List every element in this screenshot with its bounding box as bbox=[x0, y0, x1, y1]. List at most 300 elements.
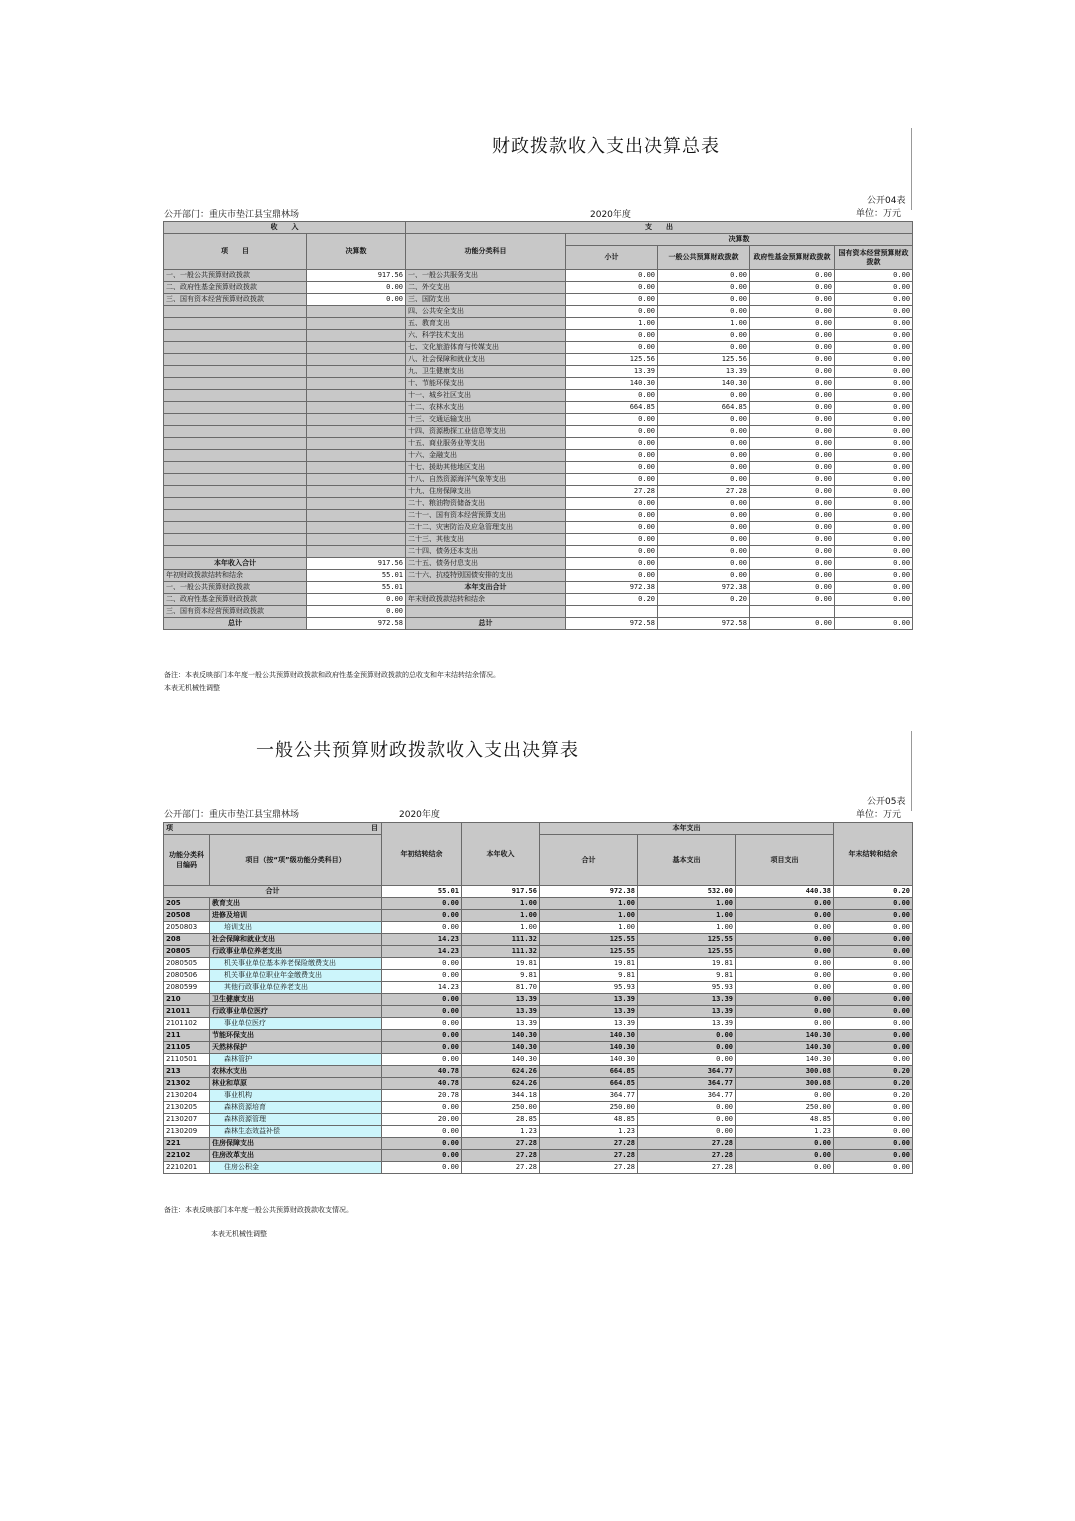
income-amount bbox=[307, 450, 406, 462]
table-row bbox=[164, 934, 913, 946]
gen-budget-value: 0.00 bbox=[658, 522, 750, 534]
gen-budget-value: 0.00 bbox=[658, 414, 750, 426]
end-balance-value: 0.20 bbox=[834, 886, 913, 898]
basic-value: 1.00 bbox=[638, 910, 736, 922]
table-row bbox=[164, 354, 913, 366]
table-row bbox=[164, 982, 913, 994]
end-balance-value: 0.20 bbox=[834, 1066, 913, 1078]
page-edge-line bbox=[911, 731, 912, 811]
gov-fund-value: 0.00 bbox=[750, 330, 835, 342]
function-name: 农林水支出 bbox=[210, 1066, 382, 1078]
project-value: 140.30 bbox=[736, 1042, 834, 1054]
function-name: 社会保障和就业支出 bbox=[210, 934, 382, 946]
project-value: 250.00 bbox=[736, 1102, 834, 1114]
year-income-value: 624.26 bbox=[462, 1078, 540, 1090]
begin-balance-value: 0.00 bbox=[382, 1042, 462, 1054]
name-header: 项目（按“项”级功能分类科目） bbox=[210, 835, 382, 886]
year-income-value: 111.32 bbox=[462, 934, 540, 946]
total-value: 664.85 bbox=[540, 1066, 638, 1078]
table-row bbox=[164, 450, 913, 462]
state-capital-value: 0.00 bbox=[835, 498, 913, 510]
table-row bbox=[164, 378, 913, 390]
gov-fund-value: 0.00 bbox=[750, 390, 835, 402]
income-item bbox=[164, 474, 307, 486]
basic-value: 0.00 bbox=[638, 1030, 736, 1042]
expense-item: 总计 bbox=[406, 618, 566, 630]
subtotal-value: 140.30 bbox=[566, 378, 658, 390]
gen-budget-value: 0.00 bbox=[658, 498, 750, 510]
table-row bbox=[164, 558, 913, 570]
end-balance-value: 0.00 bbox=[834, 910, 913, 922]
gen-budget-value: 0.00 bbox=[658, 426, 750, 438]
total-label: 合计 bbox=[164, 886, 382, 898]
income-amount bbox=[307, 390, 406, 402]
state-capital-value: 0.00 bbox=[835, 522, 913, 534]
gov-fund-value: 0.00 bbox=[750, 594, 835, 606]
function-name: 行政事业单位养老支出 bbox=[210, 946, 382, 958]
basic-value: 1.00 bbox=[638, 898, 736, 910]
function-name: 住房改革支出 bbox=[210, 1150, 382, 1162]
function-code: 2050803 bbox=[164, 922, 210, 934]
end-balance-value: 0.00 bbox=[834, 970, 913, 982]
function-code: 208 bbox=[164, 934, 210, 946]
begin-balance-value: 0.00 bbox=[382, 1018, 462, 1030]
end-balance-value: 0.00 bbox=[834, 1042, 913, 1054]
table-row bbox=[164, 282, 913, 294]
income-amount: 55.01 bbox=[307, 570, 406, 582]
year-expense-header: 本年支出 bbox=[540, 823, 834, 835]
table-row bbox=[164, 390, 913, 402]
subtotal-value: 0.00 bbox=[566, 426, 658, 438]
expense-item: 十九、住房保障支出 bbox=[406, 486, 566, 498]
expense-item: 十六、金融支出 bbox=[406, 450, 566, 462]
income-item: 二、政府性基金预算财政拨款 bbox=[164, 594, 307, 606]
table2-year: 2020年度 bbox=[399, 810, 440, 820]
end-balance-value: 0.00 bbox=[834, 982, 913, 994]
subtotal-value: 13.39 bbox=[566, 366, 658, 378]
gen-budget-value: 0.00 bbox=[658, 534, 750, 546]
gen-budget-value: 0.00 bbox=[658, 282, 750, 294]
table-row bbox=[164, 1150, 913, 1162]
project-value: 0.00 bbox=[736, 1006, 834, 1018]
basic-value: 27.28 bbox=[638, 1150, 736, 1162]
basic-value: 9.81 bbox=[638, 970, 736, 982]
income-amount bbox=[307, 546, 406, 558]
project-value: 140.30 bbox=[736, 1030, 834, 1042]
xiang-mu-header bbox=[164, 823, 382, 835]
state-capital-value: 0.00 bbox=[835, 618, 913, 630]
state-capital-value: 0.00 bbox=[835, 378, 913, 390]
total-value: 140.30 bbox=[540, 1042, 638, 1054]
end-balance-value: 0.00 bbox=[834, 946, 913, 958]
state-capital-value: 0.00 bbox=[835, 486, 913, 498]
income-amount bbox=[307, 462, 406, 474]
begin-balance-value: 20.78 bbox=[382, 1090, 462, 1102]
income-amount bbox=[307, 510, 406, 522]
table-row bbox=[164, 546, 913, 558]
table-row bbox=[164, 498, 913, 510]
gov-fund-value: 0.00 bbox=[750, 510, 835, 522]
basic-value: 364.77 bbox=[638, 1066, 736, 1078]
gov-fund-value: 0.00 bbox=[750, 282, 835, 294]
begin-balance-value: 14.23 bbox=[382, 934, 462, 946]
expense-item: 十二、农林水支出 bbox=[406, 402, 566, 414]
function-code: 2080506 bbox=[164, 970, 210, 982]
function-name: 培训支出 bbox=[210, 922, 382, 934]
basic-value: 27.28 bbox=[638, 1162, 736, 1174]
total-value: 27.28 bbox=[540, 1162, 638, 1174]
expense-item: 八、社会保障和就业支出 bbox=[406, 354, 566, 366]
gov-fund-value: 0.00 bbox=[750, 378, 835, 390]
subtotal-value: 0.00 bbox=[566, 282, 658, 294]
year-income-value: 28.85 bbox=[462, 1114, 540, 1126]
function-code: 2101102 bbox=[164, 1018, 210, 1030]
subtotal-value: 0.00 bbox=[566, 438, 658, 450]
total-value: 27.28 bbox=[540, 1150, 638, 1162]
income-item bbox=[164, 342, 307, 354]
gen-budget-value: 0.00 bbox=[658, 570, 750, 582]
income-item bbox=[164, 414, 307, 426]
table-row bbox=[164, 486, 913, 498]
gov-fund-value: 0.00 bbox=[750, 546, 835, 558]
income-item bbox=[164, 318, 307, 330]
function-code: 21011 bbox=[164, 1006, 210, 1018]
subtotal-value: 0.00 bbox=[566, 390, 658, 402]
year-income-value: 13.39 bbox=[462, 994, 540, 1006]
project-value: 0.00 bbox=[736, 910, 834, 922]
subtotal-value: 0.00 bbox=[566, 330, 658, 342]
income-item: 年初财政拨款结转和结余 bbox=[164, 570, 307, 582]
state-capital-value: 0.00 bbox=[835, 426, 913, 438]
gen-budget-value: 972.38 bbox=[658, 582, 750, 594]
total-value: 972.38 bbox=[540, 886, 638, 898]
total-value: 364.77 bbox=[540, 1090, 638, 1102]
subtotal-value: 0.20 bbox=[566, 594, 658, 606]
begin-balance-value: 0.00 bbox=[382, 958, 462, 970]
income-amount: 917.56 bbox=[307, 270, 406, 282]
subtotal-value: 1.00 bbox=[566, 318, 658, 330]
state-capital-value: 0.00 bbox=[835, 450, 913, 462]
function-code: 2130205 bbox=[164, 1102, 210, 1114]
basic-value: 125.55 bbox=[638, 934, 736, 946]
income-amount bbox=[307, 426, 406, 438]
begin-balance-value: 0.00 bbox=[382, 1126, 462, 1138]
gov-fund-value: 0.00 bbox=[750, 306, 835, 318]
income-amount bbox=[307, 366, 406, 378]
table1-dept: 公开部门：重庆市垫江县宝鼎林场 bbox=[164, 210, 300, 220]
year-income-value: 344.18 bbox=[462, 1090, 540, 1102]
year-income-value: 9.81 bbox=[462, 970, 540, 982]
begin-balance-value: 0.00 bbox=[382, 1150, 462, 1162]
table-row bbox=[164, 606, 913, 618]
function-name: 节能环保支出 bbox=[210, 1030, 382, 1042]
income-item bbox=[164, 390, 307, 402]
code-header: 功能分类科目编码 bbox=[164, 835, 210, 886]
income-amount: 0.00 bbox=[307, 282, 406, 294]
subtotal-value: 0.00 bbox=[566, 294, 658, 306]
function-code: 2080505 bbox=[164, 958, 210, 970]
state-capital-value: 0.00 bbox=[835, 534, 913, 546]
gov-fund-value: 0.00 bbox=[750, 522, 835, 534]
gen-budget-value: 0.00 bbox=[658, 450, 750, 462]
gov-fund-value: 0.00 bbox=[750, 570, 835, 582]
project-value: 0.00 bbox=[736, 970, 834, 982]
function-code: 20805 bbox=[164, 946, 210, 958]
table-row bbox=[164, 1162, 913, 1174]
table-row bbox=[164, 1030, 913, 1042]
income-amount: 0.00 bbox=[307, 606, 406, 618]
income-amount bbox=[307, 486, 406, 498]
year-income-value: 1.00 bbox=[462, 922, 540, 934]
year-income-value: 19.81 bbox=[462, 958, 540, 970]
state-capital-value: 0.00 bbox=[835, 582, 913, 594]
total-value: 1.00 bbox=[540, 922, 638, 934]
table-row bbox=[164, 522, 913, 534]
function-code: 2130204 bbox=[164, 1090, 210, 1102]
expense-item: 五、教育支出 bbox=[406, 318, 566, 330]
year-income-value: 917.56 bbox=[462, 886, 540, 898]
income-item: 本年收入合计 bbox=[164, 558, 307, 570]
table1-title: 财政拨款收入支出决算总表 bbox=[492, 136, 720, 157]
end-balance-value: 0.20 bbox=[834, 1078, 913, 1090]
income-amount bbox=[307, 378, 406, 390]
begin-balance-value: 0.00 bbox=[382, 994, 462, 1006]
end-balance-value: 0.00 bbox=[834, 1138, 913, 1150]
state-capital-value: 0.00 bbox=[835, 546, 913, 558]
gov-fund-value: 0.00 bbox=[750, 354, 835, 366]
table-row bbox=[164, 474, 913, 486]
expense-item: 一、一般公共服务支出 bbox=[406, 270, 566, 282]
gov-fund-header: 政府性基金预算财政拨款 bbox=[750, 246, 835, 270]
project-value: 0.00 bbox=[736, 922, 834, 934]
gov-fund-value: 0.00 bbox=[750, 498, 835, 510]
expense-item: 十一、城乡社区支出 bbox=[406, 390, 566, 402]
expense-item: 十四、资源勘探工业信息等支出 bbox=[406, 426, 566, 438]
total-value: 1.00 bbox=[540, 910, 638, 922]
income-item bbox=[164, 486, 307, 498]
expense-item: 二十一、国有资本经营预算支出 bbox=[406, 510, 566, 522]
gen-budget-value: 125.56 bbox=[658, 354, 750, 366]
project-value: 0.00 bbox=[736, 1138, 834, 1150]
basic-value: 27.28 bbox=[638, 1138, 736, 1150]
function-name: 进修及培训 bbox=[210, 910, 382, 922]
table-row bbox=[164, 1126, 913, 1138]
state-capital-value: 0.00 bbox=[835, 354, 913, 366]
income-item bbox=[164, 450, 307, 462]
expense-item: 二十二、灾害防治及应急管理支出 bbox=[406, 522, 566, 534]
expense-item: 十八、自然资源海洋气象等支出 bbox=[406, 474, 566, 486]
year-income-value: 140.30 bbox=[462, 1042, 540, 1054]
table-row bbox=[164, 1114, 913, 1126]
expense-item: 二十三、其他支出 bbox=[406, 534, 566, 546]
basic-value: 364.77 bbox=[638, 1078, 736, 1090]
function-name: 教育支出 bbox=[210, 898, 382, 910]
begin-balance-value: 55.01 bbox=[382, 886, 462, 898]
expense-item: 二十四、债务还本支出 bbox=[406, 546, 566, 558]
subtotal-value: 0.00 bbox=[566, 342, 658, 354]
table-row bbox=[164, 402, 913, 414]
gov-fund-value bbox=[750, 606, 835, 618]
gov-fund-value: 0.00 bbox=[750, 450, 835, 462]
income-item bbox=[164, 378, 307, 390]
year-income-value: 13.39 bbox=[462, 1006, 540, 1018]
basic-value: 0.00 bbox=[638, 1114, 736, 1126]
end-balance-value: 0.00 bbox=[834, 958, 913, 970]
state-capital-value: 0.00 bbox=[835, 294, 913, 306]
end-balance-value: 0.00 bbox=[834, 934, 913, 946]
table2-unit: 单位：万元 bbox=[856, 810, 902, 820]
function-name: 林业和草原 bbox=[210, 1078, 382, 1090]
expense-item: 六、科学技术支出 bbox=[406, 330, 566, 342]
total-value: 13.39 bbox=[540, 1018, 638, 1030]
expense-item: 二十六、抗疫特别国债安排的支出 bbox=[406, 570, 566, 582]
gen-budget-value: 0.00 bbox=[658, 438, 750, 450]
table-row bbox=[164, 618, 913, 630]
state-capital-value: 0.00 bbox=[835, 474, 913, 486]
subtotal-value: 0.00 bbox=[566, 534, 658, 546]
income-item bbox=[164, 426, 307, 438]
project-value: 0.00 bbox=[736, 898, 834, 910]
table-row bbox=[164, 342, 913, 354]
table-row bbox=[164, 594, 913, 606]
gen-budget-value: 0.00 bbox=[658, 558, 750, 570]
subtotal-value: 125.56 bbox=[566, 354, 658, 366]
project-value: 0.00 bbox=[736, 934, 834, 946]
total-value: 140.30 bbox=[540, 1054, 638, 1066]
year-income-header: 本年收入 bbox=[462, 823, 540, 886]
year-income-value: 27.28 bbox=[462, 1150, 540, 1162]
function-code: 213 bbox=[164, 1066, 210, 1078]
end-balance-value: 0.00 bbox=[834, 1114, 913, 1126]
income-item bbox=[164, 498, 307, 510]
income-item: 二、政府性基金预算财政拨款 bbox=[164, 282, 307, 294]
year-income-value: 250.00 bbox=[462, 1102, 540, 1114]
function-code: 21105 bbox=[164, 1042, 210, 1054]
function-code: 2080599 bbox=[164, 982, 210, 994]
table-row bbox=[164, 270, 913, 282]
subtotal-value: 0.00 bbox=[566, 306, 658, 318]
income-amount bbox=[307, 414, 406, 426]
expense-item: 十五、商业服务业等支出 bbox=[406, 438, 566, 450]
income-item: 总计 bbox=[164, 618, 307, 630]
gen-budget-value: 27.28 bbox=[658, 486, 750, 498]
table-row bbox=[164, 1042, 913, 1054]
income-amount bbox=[307, 306, 406, 318]
begin-balance-value: 0.00 bbox=[382, 1030, 462, 1042]
table-row bbox=[164, 426, 913, 438]
table1-unit: 单位：万元 bbox=[856, 209, 902, 219]
gov-fund-value: 0.00 bbox=[750, 318, 835, 330]
total-value: 1.23 bbox=[540, 1126, 638, 1138]
table-row bbox=[164, 294, 913, 306]
subtotal-value: 0.00 bbox=[566, 450, 658, 462]
table-row bbox=[164, 1018, 913, 1030]
gen-budget-value: 972.58 bbox=[658, 618, 750, 630]
state-capital-value: 0.00 bbox=[835, 438, 913, 450]
total-row bbox=[164, 886, 913, 898]
func-item-header: 功能分类科目 bbox=[406, 234, 566, 270]
begin-balance-value: 0.00 bbox=[382, 1006, 462, 1018]
table-row bbox=[164, 1066, 913, 1078]
gen-budget-value: 13.39 bbox=[658, 366, 750, 378]
total-value: 27.28 bbox=[540, 1138, 638, 1150]
function-name: 住房保障支出 bbox=[210, 1138, 382, 1150]
mu-label: 目 bbox=[371, 824, 378, 832]
income-item: 一、一般公共预算财政拨款 bbox=[164, 582, 307, 594]
function-name: 机关事业单位基本养老保险缴费支出 bbox=[210, 958, 382, 970]
function-name: 其他行政事业单位养老支出 bbox=[210, 982, 382, 994]
begin-balance-value: 20.00 bbox=[382, 1114, 462, 1126]
year-income-value: 111.32 bbox=[462, 946, 540, 958]
income-amount: 0.00 bbox=[307, 294, 406, 306]
gen-budget-value: 0.20 bbox=[658, 594, 750, 606]
begin-balance-value: 40.78 bbox=[382, 1078, 462, 1090]
income-item: 三、国有资本经营预算财政拨款 bbox=[164, 294, 307, 306]
table-row bbox=[164, 414, 913, 426]
income-amount: 972.58 bbox=[307, 618, 406, 630]
basic-value: 125.55 bbox=[638, 946, 736, 958]
income-item bbox=[164, 306, 307, 318]
total-value: 9.81 bbox=[540, 970, 638, 982]
expense-item: 本年支出合计 bbox=[406, 582, 566, 594]
begin-balance-value: 0.00 bbox=[382, 1054, 462, 1066]
function-code: 210 bbox=[164, 994, 210, 1006]
end-balance-value: 0.00 bbox=[834, 1162, 913, 1174]
end-balance-value: 0.00 bbox=[834, 1102, 913, 1114]
page-edge-line bbox=[911, 128, 912, 210]
subtotal-value: 664.85 bbox=[566, 402, 658, 414]
state-capital-value: 0.00 bbox=[835, 282, 913, 294]
end-balance-value: 0.00 bbox=[834, 922, 913, 934]
end-balance-value: 0.00 bbox=[834, 1030, 913, 1042]
income-item bbox=[164, 534, 307, 546]
function-code: 2210201 bbox=[164, 1162, 210, 1174]
income-item bbox=[164, 522, 307, 534]
income-amount bbox=[307, 474, 406, 486]
subtotal-value: 972.38 bbox=[566, 582, 658, 594]
gov-fund-value: 0.00 bbox=[750, 558, 835, 570]
year-income-value: 624.26 bbox=[462, 1066, 540, 1078]
basic-value: 13.39 bbox=[638, 1018, 736, 1030]
table1-note-2: 本表无机械性调整 bbox=[164, 684, 220, 692]
year-income-value: 1.00 bbox=[462, 898, 540, 910]
table-row bbox=[164, 318, 913, 330]
state-capital-value: 0.00 bbox=[835, 462, 913, 474]
table-row bbox=[164, 462, 913, 474]
income-amount bbox=[307, 342, 406, 354]
begin-balance-value: 0.00 bbox=[382, 910, 462, 922]
expense-item: 四、公共安全支出 bbox=[406, 306, 566, 318]
table-row bbox=[164, 1102, 913, 1114]
begin-balance-value: 0.00 bbox=[382, 1138, 462, 1150]
table-row bbox=[164, 534, 913, 546]
budget-total-header: 决算数 bbox=[566, 234, 913, 246]
total-value: 250.00 bbox=[540, 1102, 638, 1114]
gov-fund-value: 0.00 bbox=[750, 414, 835, 426]
income-amount bbox=[307, 318, 406, 330]
state-capital-value: 0.00 bbox=[835, 594, 913, 606]
table1-note: 备注：本表反映部门本年度一般公共预算财政拨款和政府性基金预算财政拨款的总收支和年末结转结余情况。 bbox=[164, 671, 500, 679]
state-capital-value: 0.00 bbox=[835, 342, 913, 354]
end-balance-value: 0.00 bbox=[834, 1018, 913, 1030]
year-income-value: 81.70 bbox=[462, 982, 540, 994]
end-balance-value: 0.00 bbox=[834, 898, 913, 910]
project-value: 300.08 bbox=[736, 1066, 834, 1078]
state-capital-value bbox=[835, 606, 913, 618]
basic-value: 364.77 bbox=[638, 1090, 736, 1102]
income-item: 三、国有资本经营预算财政拨款 bbox=[164, 606, 307, 618]
table2-note: 备注：本表反映部门本年度一般公共预算财政拨款收支情况。 bbox=[164, 1206, 353, 1214]
